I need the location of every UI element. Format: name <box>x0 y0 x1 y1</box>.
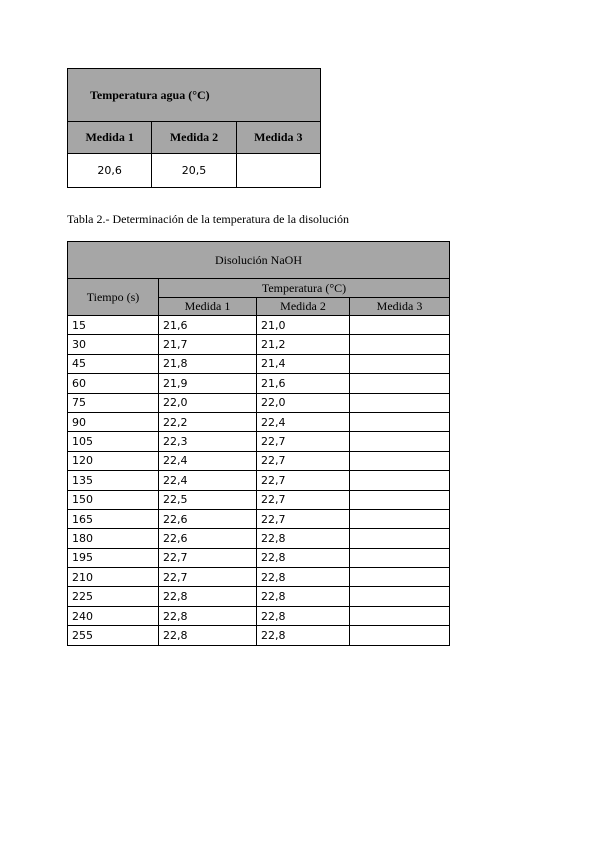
measure-1-cell: 22,7 <box>159 568 257 587</box>
time-cell: 30 <box>68 335 159 354</box>
measure-2-cell: 22,8 <box>257 587 350 606</box>
table-row <box>68 490 450 509</box>
table-row <box>68 529 450 548</box>
measure-1-cell: 22,4 <box>159 471 257 490</box>
measure-2-cell: 21,2 <box>257 335 350 354</box>
measure-2-cell: 22,7 <box>257 432 350 451</box>
time-cell: 135 <box>68 471 159 490</box>
time-header: Tiempo (s) <box>68 279 159 316</box>
time-cell: 60 <box>68 374 159 393</box>
measure-3-header: Medida 3 <box>350 298 450 316</box>
table-row <box>68 606 450 625</box>
table-row <box>68 316 450 335</box>
time-cell: 255 <box>68 626 159 645</box>
measure-1-cell: 21,9 <box>159 374 257 393</box>
table-row <box>68 626 450 645</box>
measure-1-cell: 22,2 <box>159 412 257 431</box>
measure-2-cell: 22,8 <box>257 568 350 587</box>
table-row <box>68 432 450 451</box>
time-cell: 240 <box>68 606 159 625</box>
table-row <box>68 354 450 373</box>
temperature-header: Temperatura (°C) <box>159 279 450 298</box>
measure-1-header: Medida 1 <box>159 298 257 316</box>
measure-3-cell <box>350 548 450 567</box>
measure-1-cell: 22,7 <box>159 548 257 567</box>
measure-3-cell <box>350 374 450 393</box>
time-cell: 165 <box>68 509 159 528</box>
measure-1-value: 20,6 <box>68 154 152 188</box>
time-cell: 120 <box>68 451 159 470</box>
solution-table-body <box>68 316 450 646</box>
measure-2-cell: 21,6 <box>257 374 350 393</box>
measure-3-cell <box>350 626 450 645</box>
measure-1-header: Medida 1 <box>68 122 152 154</box>
time-cell: 45 <box>68 354 159 373</box>
measure-1-cell: 22,6 <box>159 509 257 528</box>
measure-2-cell: 21,0 <box>257 316 350 335</box>
measure-3-cell <box>350 451 450 470</box>
table-row <box>68 509 450 528</box>
measure-1-cell: 22,5 <box>159 490 257 509</box>
measure-2-cell: 22,0 <box>257 393 350 412</box>
measure-3-cell <box>350 568 450 587</box>
measure-1-cell: 21,7 <box>159 335 257 354</box>
measure-3-cell <box>350 393 450 412</box>
time-cell: 210 <box>68 568 159 587</box>
measure-1-cell: 22,4 <box>159 451 257 470</box>
measure-2-cell: 22,7 <box>257 490 350 509</box>
table-row <box>68 548 450 567</box>
table-row <box>68 471 450 490</box>
table-row <box>68 412 450 431</box>
measure-2-cell: 22,8 <box>257 529 350 548</box>
measure-3-cell <box>350 509 450 528</box>
measure-1-cell: 22,8 <box>159 626 257 645</box>
time-cell: 105 <box>68 432 159 451</box>
table-row <box>68 451 450 470</box>
water-temperature-title: Temperatura agua (°C) <box>68 69 321 122</box>
measure-3-cell <box>350 606 450 625</box>
measure-1-cell: 22,0 <box>159 393 257 412</box>
measure-1-cell: 21,8 <box>159 354 257 373</box>
measure-3-cell <box>350 412 450 431</box>
measure-2-value: 20,5 <box>152 154 236 188</box>
table-row <box>68 335 450 354</box>
measure-3-cell <box>350 432 450 451</box>
time-cell: 225 <box>68 587 159 606</box>
measure-3-cell <box>350 490 450 509</box>
measure-2-cell: 21,4 <box>257 354 350 373</box>
table-row <box>68 568 450 587</box>
measure-3-value <box>236 154 320 188</box>
measure-3-cell <box>350 587 450 606</box>
solution-temperature-table <box>67 241 450 646</box>
water-temperature-table <box>67 68 321 188</box>
measure-3-cell <box>350 471 450 490</box>
time-cell: 150 <box>68 490 159 509</box>
measure-3-cell <box>350 354 450 373</box>
time-cell: 90 <box>68 412 159 431</box>
measure-1-cell: 22,8 <box>159 606 257 625</box>
time-cell: 195 <box>68 548 159 567</box>
measure-2-header: Medida 2 <box>152 122 236 154</box>
measure-2-header: Medida 2 <box>257 298 350 316</box>
measure-2-cell: 22,4 <box>257 412 350 431</box>
measure-2-cell: 22,8 <box>257 626 350 645</box>
measure-3-header: Medida 3 <box>236 122 320 154</box>
measure-1-cell: 22,8 <box>159 587 257 606</box>
measure-2-cell: 22,7 <box>257 471 350 490</box>
time-cell: 75 <box>68 393 159 412</box>
measure-1-cell: 22,3 <box>159 432 257 451</box>
table-row <box>68 587 450 606</box>
measure-2-cell: 22,7 <box>257 451 350 470</box>
solution-title: Disolución NaOH <box>68 242 450 279</box>
measure-3-cell <box>350 335 450 354</box>
time-cell: 180 <box>68 529 159 548</box>
measure-2-cell: 22,8 <box>257 606 350 625</box>
measure-2-cell: 22,7 <box>257 509 350 528</box>
measure-1-cell: 21,6 <box>159 316 257 335</box>
table-2-caption: Tabla 2.- Determinación de la temperatura de la disolución <box>67 212 350 226</box>
table-row <box>68 374 450 393</box>
time-cell: 15 <box>68 316 159 335</box>
measure-3-cell <box>350 529 450 548</box>
measure-2-cell: 22,8 <box>257 548 350 567</box>
measure-3-cell <box>350 316 450 335</box>
table-row <box>68 393 450 412</box>
measure-1-cell: 22,6 <box>159 529 257 548</box>
